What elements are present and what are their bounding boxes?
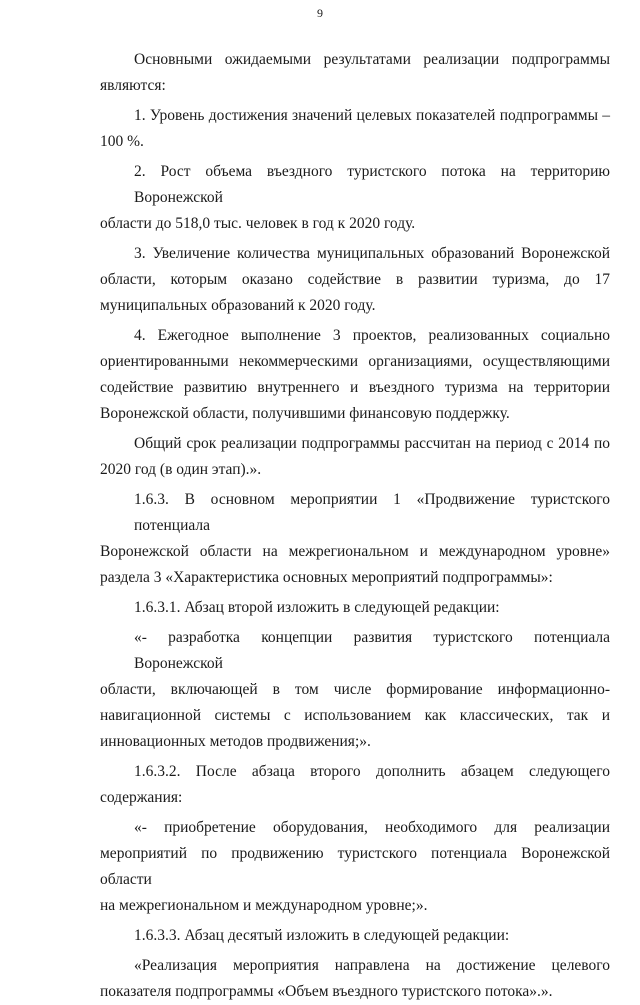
text-line: являются: <box>100 77 166 94</box>
text-line: области, включающей в том числе формирование информационно- <box>100 681 610 698</box>
text-line: области до 518,0 тыс. человек в год к 2020 году. <box>100 215 416 232</box>
paragraph-result-3 <box>100 241 610 319</box>
paragraph-expected-results <box>100 47 610 99</box>
paragraph-quote-concept <box>100 625 610 755</box>
text-line: «Реализация мероприятия направлена на достижение целевого <box>134 957 610 974</box>
text-line: инновационных методов продвижения;». <box>100 733 371 750</box>
text-line: навигационной системы с использованием как классических, так и <box>100 707 610 724</box>
paragraph-result-4 <box>100 323 610 427</box>
text-line: ориентированными некоммерческими организациями, осуществляющими <box>100 353 610 370</box>
paragraph-quote-realization <box>100 953 610 1005</box>
text-line: Основными ожидаемыми результатами реализации подпрограммы <box>134 51 610 68</box>
text-line: области, которым оказано содействие в развитии туризма, до 17 <box>100 271 610 288</box>
text-line: 4. Ежегодное выполнение 3 проектов, реализованных социально <box>134 327 610 344</box>
text-line: 3. Увеличение количества муниципальных образований Воронежской <box>134 245 610 262</box>
text-line: 1.6.3. В основном мероприятии 1 «Продвижение туристского потенциала <box>134 491 610 534</box>
text-line: содействие развитию внутреннего и въездного туризма на территории <box>100 379 610 396</box>
paragraph-1-6-3-3 <box>100 923 610 949</box>
text-line: 1.6.3.3. Абзац десятый изложить в следующей редакции: <box>134 927 510 944</box>
text-line: раздела 3 «Характеристика основных мероприятий подпрограммы»: <box>100 569 553 586</box>
text-line: 1.6.3.2. После абзаца второго дополнить абзацем следующего <box>134 763 610 780</box>
paragraph-1-6-3 <box>100 487 610 591</box>
text-line: показателя подпрограммы «Объем въездного туристского потока».». <box>100 983 553 1000</box>
paragraph-result-2 <box>100 159 610 237</box>
text-line: 100 %. <box>100 133 144 150</box>
paragraph-result-1 <box>100 103 610 155</box>
text-line: на межрегиональном и международном уровне;». <box>100 897 428 914</box>
text-line: «- приобретение оборудования, необходимого для реализации <box>134 819 610 836</box>
page-number: 9 <box>317 6 323 20</box>
text-line: муниципальных образований к 2020 году. <box>100 297 376 314</box>
text-line: «- разработка концепции развития туристского потенциала Воронежской <box>134 629 610 672</box>
paragraph-1-6-3-2 <box>100 759 610 811</box>
paragraph-implementation-period <box>100 431 610 483</box>
text-line: 2. Рост объема въездного туристского потока на территорию Воронежской <box>134 163 610 206</box>
text-line: Воронежской области, получившими финансовую поддержку. <box>100 405 510 422</box>
text-line: 1.6.3.1. Абзац второй изложить в следующей редакции: <box>134 599 500 616</box>
text-line: содержания: <box>100 789 183 806</box>
text-line: Общий срок реализации подпрограммы рассчитан на период с 2014 по <box>134 435 610 452</box>
text-line: 1. Уровень достижения значений целевых показателей подпрограммы – <box>134 107 610 124</box>
text-line: 2020 год (в один этап).». <box>100 461 262 478</box>
paragraph-1-6-3-1 <box>100 595 610 621</box>
text-line: Воронежской области на межрегиональном и международном уровне» <box>100 543 610 560</box>
text-line: мероприятий по продвижению туристского потенциала Воронежской области <box>100 845 610 888</box>
paragraph-quote-equipment <box>100 815 610 919</box>
document-body <box>100 47 610 1005</box>
